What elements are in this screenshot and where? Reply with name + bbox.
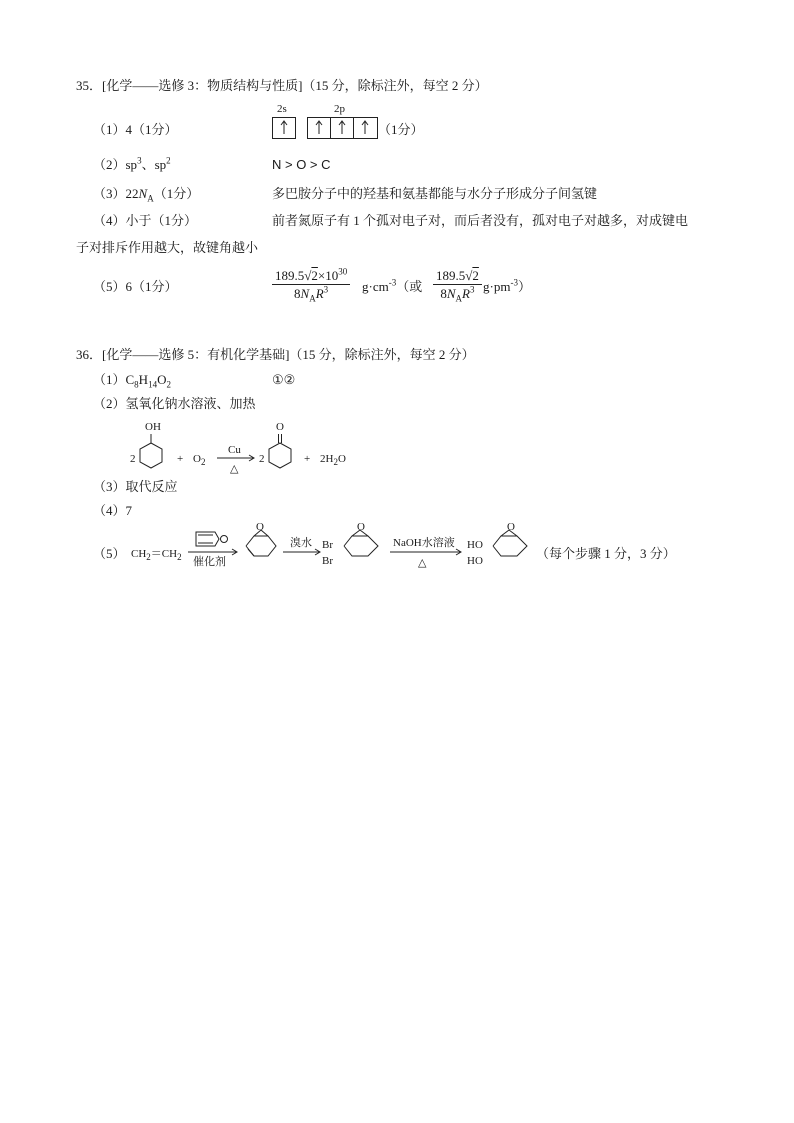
q35-part5-label: （5）6（1分） [93, 279, 178, 294]
q35-header: 35．[化学——选修 3：物质结构与性质]（15 分，除标注外，每空 2 分） [76, 78, 488, 93]
up-arrow-icon [354, 118, 376, 138]
density-fraction-1: $189.5√2\times 10^{30}$ $8N_AR^3$ [272, 268, 350, 301]
ethylene-formula: $CH_2=CH_2$ [131, 548, 182, 563]
q35-part2-label: $(2)sp^3$、$sp^2$ [93, 155, 171, 172]
q35-part3-label: $(3)22N_A(1$分） [93, 186, 200, 204]
plus-sign-2: + [304, 453, 311, 465]
up-arrow-icon [273, 118, 295, 138]
orbital-2p-label: 2p [334, 103, 345, 115]
catalyst-label: 催化剂 [193, 556, 226, 568]
up-arrow-icon [308, 118, 330, 138]
q35-part4-answer-line1: 前者氮原子有 1 个孤对电子对，而后者没有，孤对电子对越多，对成键电 [272, 213, 689, 228]
bridge-oxygen-2: O [357, 521, 365, 533]
naoh-solution-label: NaOH水溶液 [393, 537, 455, 549]
q36-part5-label: （5） [93, 546, 126, 561]
sqrt-icon: √ [465, 268, 473, 283]
cyclic-diene-reagent [193, 526, 235, 548]
q35-part4-answer-line2: 子对排斥作用越大，故键角越小 [76, 240, 259, 255]
sqrt-icon: √ [304, 268, 312, 283]
q36-part5-note: （每个步骤 1 分，3 分） [536, 546, 676, 561]
q35-part2-answer: N > O > C [272, 157, 331, 172]
q36-part1-label: $(1)C_8H_{14}O_2$ [93, 372, 171, 390]
q35-part4-label: （4）小于（1分） [93, 213, 198, 228]
q36-part1-answer: ①② [272, 372, 296, 387]
coef-2-left: 2 [130, 453, 136, 465]
plus-sign-1: + [177, 453, 184, 465]
q36-part3-label: （3）取代反应 [93, 479, 178, 494]
bromine-water-label: 溴水 [290, 537, 312, 549]
up-arrow-icon [331, 118, 353, 138]
q35-part3-answer: 多巴胺分子中的羟基和氨基都能与水分子形成分子间氢键 [272, 186, 598, 201]
bridge-oxygen-1: O [256, 521, 264, 533]
orbital-2s-box [272, 117, 296, 139]
ketone-oxygen-label: O [276, 421, 284, 433]
hydroxyl-label: OH [145, 421, 161, 433]
density-unit-2: $g\cdot pm^{-3}$） [483, 277, 531, 294]
catalyst-cu: Cu [228, 444, 241, 456]
q35-part1-label: （1）4（1分） [93, 122, 178, 137]
q36-part2-label: （2）氢氧化钠水溶液、加热 [93, 396, 256, 411]
q36-part4-label: （4）7 [93, 503, 133, 518]
bromo-label-1: Br [322, 539, 333, 551]
hydroxyl-label-2: HO [467, 555, 483, 567]
water-product: $2H_2O$ [320, 453, 346, 468]
heat-symbol: △ [230, 463, 239, 475]
bridge-oxygen-3: O [507, 521, 515, 533]
orbital-2s-label: 2s [277, 103, 287, 115]
orbital-note: （1分） [378, 122, 424, 137]
bromo-label-2: Br [322, 555, 333, 567]
density-fraction-2: 189.5√2 $8N_AR^3$ [433, 268, 482, 301]
orbital-2p-box [307, 117, 378, 139]
density-unit-1: $g\cdot cm^{-3}$（或 [362, 277, 423, 294]
hydroxyl-label-1: HO [467, 539, 483, 551]
coef-2-right: 2 [259, 453, 265, 465]
oxygen-reactant: $O_2$ [193, 453, 206, 468]
q36-header: 36．[化学——选修 5：有机化学基础]（15 分，除标注外，每空 2 分） [76, 347, 475, 362]
heat-symbol-2: △ [418, 557, 427, 569]
